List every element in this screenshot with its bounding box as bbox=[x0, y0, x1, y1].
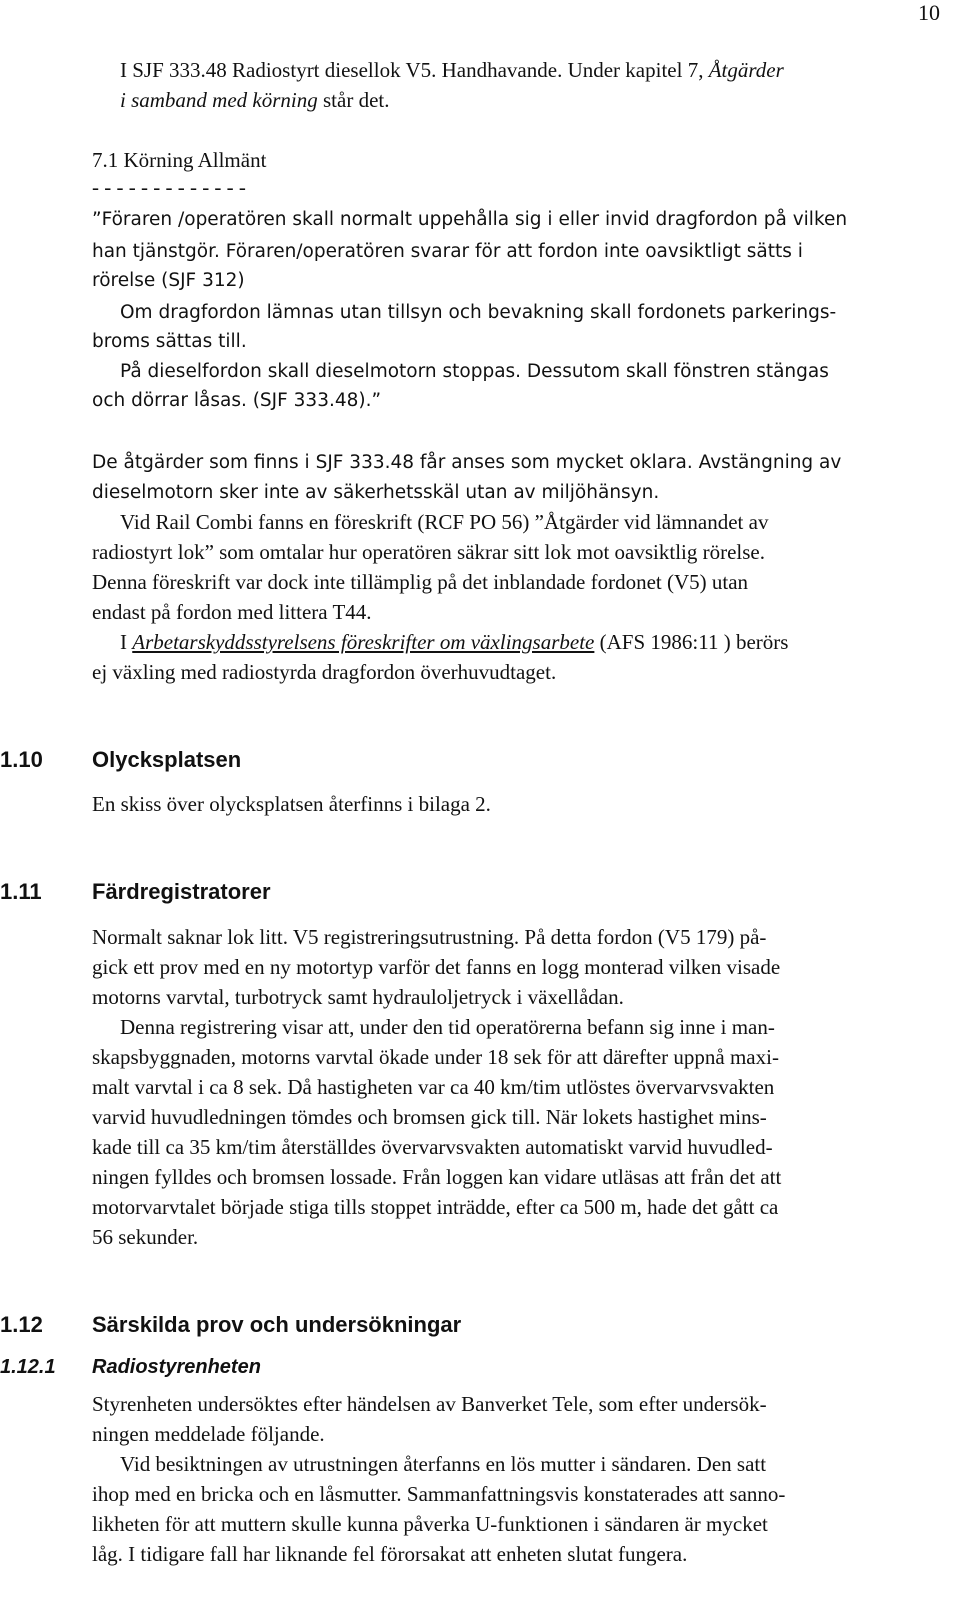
intro-text: I SJF 333.48 Radiostyrt diesellok V5. Handhavande. Under kapitel 7, bbox=[120, 58, 709, 82]
commentary-line: radiostyrt lok” som omtalar hur operatören säkrar sitt lok mot oavsiktlig rörelse. bbox=[92, 540, 766, 564]
afs-line2: ej växling med radiostyrda dragfordon överhuvudtaget. bbox=[92, 660, 557, 684]
quote-line: broms sättas till. bbox=[92, 331, 247, 352]
section-line: kade till ca 35 km/tim återställdes övervarvsvakten automatiskt varvid huvudled- bbox=[92, 1135, 773, 1159]
afs-line bbox=[120, 627, 788, 657]
quote-line: ”Föraren /operatören skall normalt uppehålla sig i eller invid dragfordon på vilken bbox=[92, 209, 848, 230]
section-line: ningen fylldes och bromsen lossade. Från loggen kan vidare utläsas att från det att bbox=[92, 1165, 782, 1189]
section-number: 1.10 bbox=[0, 747, 43, 772]
section-line: En skiss över olycksplatsen återfinns i bilaga 2. bbox=[92, 792, 491, 816]
section-title: Olycksplatsen bbox=[92, 747, 242, 772]
afs-reference: Arbetarskyddsstyrelsens föreskrifter om växlingsarbete bbox=[132, 630, 595, 654]
section-number: 1.12 bbox=[0, 1312, 43, 1337]
quote-section-title: 7.1 Körning Allmänt bbox=[92, 148, 267, 172]
quote-line: och dörrar låsas. (SJF 333.48).” bbox=[92, 390, 382, 411]
section-title: Färdregistratorer bbox=[92, 879, 271, 904]
section-line: gick ett prov med en ny motortyp varför det fanns en logg monterad vilken visade bbox=[92, 955, 781, 979]
afs-suffix: (AFS 1986:11 ) berörs bbox=[594, 630, 789, 654]
intro2-italic: i samband med körning bbox=[120, 88, 318, 112]
section-line: motorvarvtalet började stiga tills stoppet inträdde, efter ca 500 m, hade det gått ca bbox=[92, 1195, 779, 1219]
quote-line: På dieselfordon skall dieselmotorn stoppas. Dessutom skall fönstren stängas bbox=[120, 361, 829, 382]
afs-prefix: I bbox=[120, 630, 133, 654]
quote-line: rörelse (SJF 312) bbox=[92, 270, 245, 291]
section-line: ihop med en bricka och en låsmutter. Sammanfattningsvis konstaterades att sanno- bbox=[92, 1482, 786, 1506]
commentary-line: De åtgärder som finns i SJF 333.48 får anses som mycket oklara. Avstängning av bbox=[92, 452, 842, 473]
section-line: likheten för att muttern skulle kunna påverka U-funktionen i sändaren är mycket bbox=[92, 1512, 768, 1536]
quote-intro-line2 bbox=[120, 85, 389, 115]
section-line: motorns varvtal, turbotryck samt hydrauloljetryck i växellådan. bbox=[92, 985, 624, 1009]
commentary-line: dieselmotorn sker inte av säkerhetsskäl utan av miljöhänsyn. bbox=[92, 482, 660, 503]
section-line: Styrenheten undersöktes efter händelsen av Banverket Tele, som efter undersök- bbox=[92, 1392, 767, 1416]
commentary-line: Vid Rail Combi fanns en föreskrift (RCF PO 56) ”Åtgärder vid lämnandet av bbox=[120, 510, 769, 534]
section-line: ningen meddelade följande. bbox=[92, 1422, 325, 1446]
section-line: varvid huvudledningen tömdes och bromsen gick till. När lokets hastighet mins- bbox=[92, 1105, 767, 1129]
quote-line: Om dragfordon lämnas utan tillsyn och bevakning skall fordonets parkerings- bbox=[120, 302, 837, 323]
section-line: Vid besiktningen av utrustningen återfanns en lös mutter i sändaren. Den satt bbox=[120, 1452, 767, 1476]
commentary-line: Denna föreskrift var dock inte tillämplig på det inblandade fordonet (V5) utan bbox=[92, 570, 749, 594]
section-number: 1.11 bbox=[0, 879, 42, 904]
section-line: skapsbyggnaden, motorns varvtal ökade under 18 sek för att därefter uppnå maxi- bbox=[92, 1045, 779, 1069]
commentary-line: endast på fordon med littera T44. bbox=[92, 600, 372, 624]
section-line: malt varvtal i ca 8 sek. Då hastigheten var ca 40 km/tim utlöstes övervarvsvakten bbox=[92, 1075, 775, 1099]
section-line: Denna registrering visar att, under den tid operatörerna befann sig inne i man- bbox=[120, 1015, 775, 1039]
section-number: 1.12.1 bbox=[0, 1356, 56, 1378]
section-line: låg. I tidigare fall har liknande fel förorsakat att enheten slutat fungera. bbox=[92, 1542, 688, 1566]
section-line: Normalt saknar lok litt. V5 registreringsutrustning. På detta fordon (V5 179) på- bbox=[92, 925, 767, 949]
section-title: Radiostyrenheten bbox=[92, 1356, 261, 1378]
quote-line: han tjänstgör. Föraren/operatören svarar för att fordon inte oavsiktligt sätts i bbox=[92, 241, 803, 262]
page-number: 10 bbox=[918, 0, 940, 25]
quote-dashes: - - - - - - - - - - - - - bbox=[92, 175, 246, 199]
section-title: Särskilda prov och undersökningar bbox=[92, 1312, 462, 1337]
intro-italic: Åtgärder bbox=[708, 58, 784, 82]
quote-intro bbox=[120, 55, 784, 85]
intro2-text: står det. bbox=[317, 88, 390, 112]
section-line: 56 sekunder. bbox=[92, 1225, 199, 1249]
